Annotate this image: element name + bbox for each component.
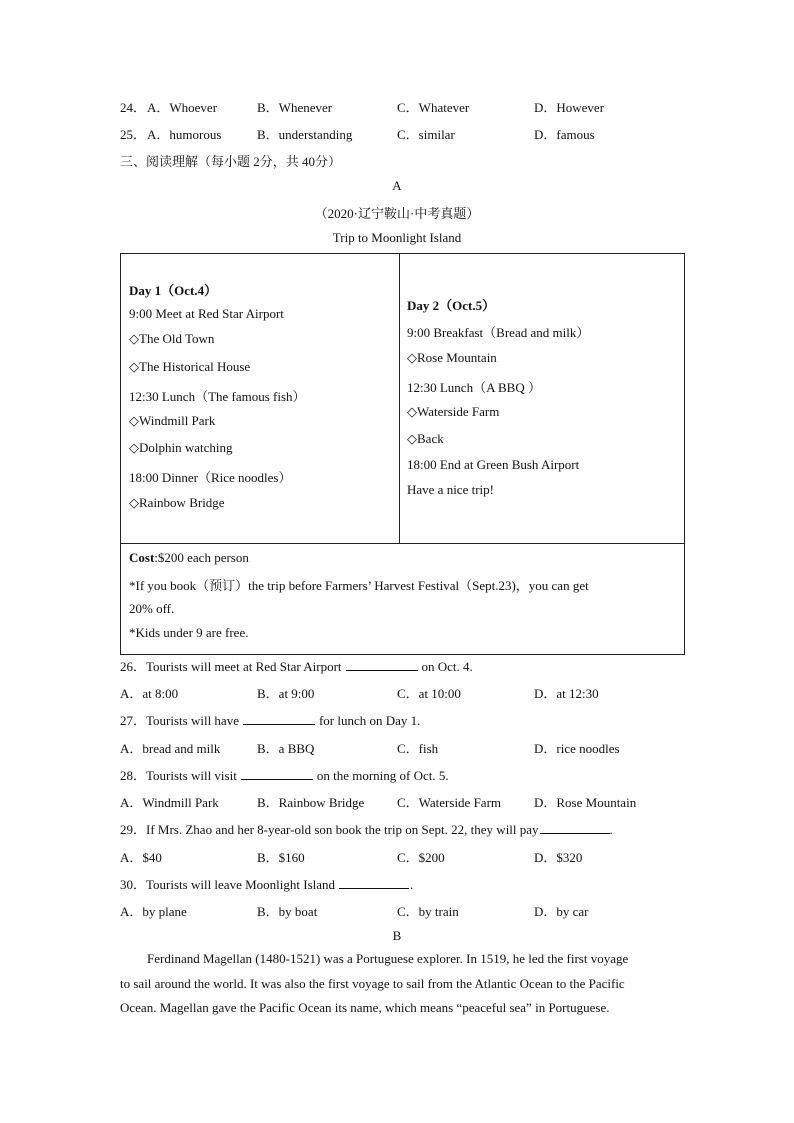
answer-blank [346,658,418,671]
discount-note: *If you book（预订）the trip before Farmers’ Harvest Festival（Sept.23)，you can get [129,578,589,593]
question-29-options [120,847,680,865]
q25-option-c: C．similar [397,127,455,142]
q27-option-c: C．fish [397,741,439,756]
q29-stem: 29．If Mrs. Zhao and her 8-year-old son book the trip on Sept. 22, they will pay [120,822,539,837]
q27-option-a: A．bread and milk [120,741,221,756]
q24-number: 24． [120,100,147,115]
question-26 [120,656,473,675]
answer-blank [241,767,313,780]
q26-stem-end: on Oct. 4. [421,659,473,674]
day2-cell [400,254,685,544]
day2-item: ◇Rose Mountain [407,350,497,365]
q26-option-a: A．at 8:00 [120,686,179,701]
day1-item: ◇Dolphin watching [129,440,233,455]
day2-item: ◇Waterside Farm [407,404,500,419]
q28-option-d: D．Rose Mountain [534,795,637,810]
q25-option-a: A．humorous [147,127,222,142]
kids-note: *Kids under 9 are free. [129,625,249,640]
q25-number: 25． [120,127,147,142]
q29-stem-end: . [609,822,613,837]
passage-b-line-2: to sail around the world. It was also the first voyage to sail from the Atlantic Ocean to the Pacific [120,976,625,991]
q24-option-c: C．Whatever [397,100,470,115]
q27-stem: 27．Tourists will have [120,713,239,728]
q29-option-d: D．$320 [534,850,583,865]
question-29 [120,819,613,838]
q25-option-b: B．understanding [257,127,353,142]
section-title: 三、阅读理解（每小题 2分，共 40分） [120,154,342,169]
q26-option-d: D．at 12:30 [534,686,599,701]
day1-item: 12:30 Lunch（The famous fish） [129,389,306,404]
q30-option-d: D．by car [534,904,589,919]
source-label: （2020·辽宁鞍山·中考真题） [314,206,480,221]
q29-option-c: C．$200 [397,850,445,865]
question-28-options [120,792,680,810]
q30-option-b: B．by boat [257,904,318,919]
day1-item: ◇The Old Town [129,331,215,346]
question-27-options [120,738,680,756]
day2-item: Have a nice trip! [407,482,494,497]
q30-stem: 30．Tourists will leave Moonlight Island [120,877,336,892]
q29-option-b: B．$160 [257,850,305,865]
part-b-label: B [392,928,402,943]
q27-stem-end: for lunch on Day 1. [318,713,421,728]
trip-title: Trip to Moonlight Island [332,230,462,245]
day1-cell [121,254,400,544]
q28-option-b: B．Rainbow Bridge [257,795,365,810]
day1-heading: Day 1（Oct.4） [129,283,218,298]
question-30-options [120,901,680,919]
q28-option-c: C．Waterside Farm [397,795,502,810]
day1-item: 18:00 Dinner（Rice noodles） [129,470,292,485]
q28-option-a: A．Windmill Park [120,795,219,810]
q24-option-a: A．Whoever [147,100,218,115]
question-28 [120,765,449,784]
q28-stem-end: on the morning of Oct. 5. [316,768,449,783]
day1-item: ◇Rainbow Bridge [129,495,225,510]
passage-b-line-3: Ocean. Magellan gave the Pacific Ocean its name, which means “peaceful sea” in Portuguese. [120,1000,610,1015]
answer-blank [339,876,409,889]
day2-item: 9:00 Breakfast（Bread and milk） [407,325,590,340]
itinerary-table [120,253,685,655]
q25-option-d: D．famous [534,127,595,142]
q26-option-b: B．at 9:00 [257,686,315,701]
q26-stem: 26．Tourists will meet at Red Star Airport [120,659,342,674]
question-30 [120,874,413,893]
cost-cell [121,544,685,655]
q24-option-b: B．Whenever [257,100,333,115]
question-26-options [120,683,680,701]
day2-item: 18:00 End at Green Bush Airport [407,457,580,472]
day2-item: 12:30 Lunch（A BBQ ） [407,380,541,395]
q30-option-c: C．by train [397,904,459,919]
question-24-options [120,97,680,115]
question-27 [120,710,420,729]
passage-b-line-1: Ferdinand Magellan (1480-1521) was a Portuguese explorer. In 1519, he led the first voyage [147,951,629,966]
day2-heading: Day 2（Oct.5） [407,298,496,313]
q24-option-d: D．However [534,100,605,115]
question-25-options [120,124,680,142]
q27-option-d: D．rice noodles [534,741,620,756]
day1-item: 9:00 Meet at Red Star Airport [129,306,284,321]
day2-item: ◇Back [407,431,444,446]
q28-stem: 28．Tourists will visit [120,768,237,783]
q29-option-a: A．$40 [120,850,162,865]
discount-note-continued: 20% off. [129,601,175,616]
part-a-label: A [392,178,402,193]
cost-line: Cost:$200 each person [129,550,249,565]
q26-option-c: C．at 10:00 [397,686,461,701]
answer-blank [540,821,610,834]
q30-option-a: A．by plane [120,904,187,919]
day1-item: ◇Windmill Park [129,413,216,428]
answer-blank [243,712,315,725]
day1-item: ◇The Historical House [129,359,251,374]
q27-option-b: B．a BBQ [257,741,315,756]
q30-stem-end: . [410,877,414,892]
